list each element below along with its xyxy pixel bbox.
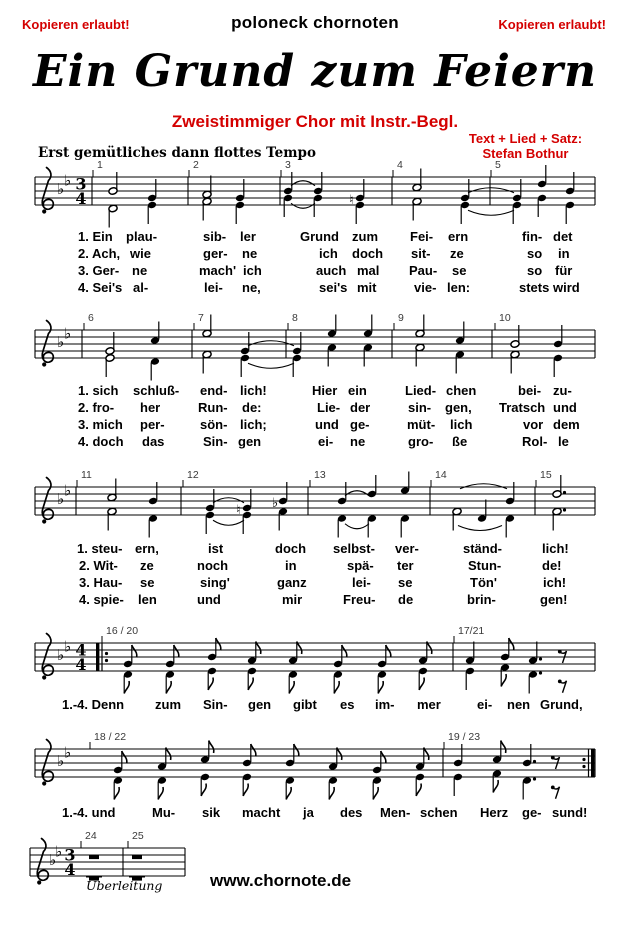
lyric-syllable: Herz <box>480 805 509 820</box>
lyric-syllable: 1. steu- <box>77 541 123 556</box>
credit-author: Stefan Bothur <box>482 146 569 161</box>
lyric-syllable: ist <box>208 541 224 556</box>
lyric-syllable: wie <box>130 246 151 261</box>
lyric-syllable: 2. Wit- <box>79 558 118 573</box>
time-signature: 4 <box>64 860 76 879</box>
lyric-syllable: ne, <box>242 280 261 295</box>
accidental-sign: ♭ <box>272 496 279 511</box>
lyric-syllable: ganz <box>277 575 307 590</box>
lyric-syllable: lich! <box>240 383 267 398</box>
lyric-syllable: ze <box>450 246 464 261</box>
lyric-syllable: gen, <box>445 400 472 415</box>
lyric-syllable: gibt <box>293 697 317 712</box>
lyric-syllable: für <box>555 263 573 278</box>
lyric-syllable: Tratsch <box>499 400 546 415</box>
measure-number: 19 / 23 <box>448 731 481 743</box>
measure-number: 4 <box>397 159 403 171</box>
lyric-syllable: macht <box>242 805 281 820</box>
time-signature: 4 <box>75 655 87 674</box>
accidental-sign: ♮ <box>349 193 354 208</box>
lyric-syllable: chen <box>446 383 477 398</box>
flat-sign-icon: ♭ <box>49 851 57 869</box>
lyric-syllable: schluß- <box>133 383 180 398</box>
lyric-syllable: 1.-4. und <box>62 805 116 820</box>
lyric-syllable: le <box>558 434 569 449</box>
measure-number: 24 <box>85 830 97 842</box>
lyric-syllable: ständ- <box>463 541 502 556</box>
lyric-syllable: sund! <box>552 805 588 820</box>
lyric-syllable: per- <box>140 417 165 432</box>
lyric-syllable: ge- <box>350 417 370 432</box>
lyric-syllable: de: <box>242 400 262 415</box>
lyric-syllable: lich! <box>542 541 569 556</box>
measure-number: 15 <box>540 469 552 481</box>
measure-number: 7 <box>198 312 204 324</box>
lyric-syllable: Fei- <box>410 229 434 244</box>
flat-sign-icon: ♭ <box>57 752 65 770</box>
lyric-syllable: brin- <box>467 592 496 607</box>
lyric-syllable: schen <box>420 805 458 820</box>
lyric-syllable: Grund, <box>540 697 583 712</box>
lyric-syllable: 1. sich <box>78 383 119 398</box>
copy-permission-right: Kopieren erlaubt! <box>498 17 606 32</box>
lyric-syllable: mer <box>417 697 441 712</box>
lyric-syllable: müt- <box>407 417 436 432</box>
measure-number: 14 <box>435 469 447 481</box>
lyric-syllable: ein <box>348 383 367 398</box>
lyric-syllable: gen! <box>540 592 568 607</box>
flat-sign-icon: ♭ <box>64 171 72 190</box>
lyric-syllable: ler <box>240 229 256 244</box>
flat-sign-icon: ♭ <box>57 180 65 198</box>
lyric-syllable: gen <box>238 434 262 449</box>
flat-sign-icon: ♭ <box>55 842 63 861</box>
lyric-syllable: ße <box>452 434 468 449</box>
flat-sign-icon: ♭ <box>64 637 72 656</box>
lyric-syllable: lich; <box>240 417 267 432</box>
lyric-syllable: ge- <box>522 805 542 820</box>
lyric-syllable: 3. Hau- <box>79 575 123 590</box>
measure-number: 10 <box>499 312 511 324</box>
measure-number: 5 <box>495 159 501 171</box>
lyric-syllable: mach' <box>199 263 237 278</box>
lyric-syllable: das <box>142 434 165 449</box>
lyric-syllable: Pau- <box>409 263 438 278</box>
lyric-syllable: Rol- <box>522 434 548 449</box>
lyric-syllable: auch <box>316 263 347 278</box>
measure-number: 16 / 20 <box>106 625 139 637</box>
lyric-syllable: Sin- <box>203 434 228 449</box>
flat-sign-icon: ♭ <box>57 490 65 508</box>
measure-number: 1 <box>97 159 103 171</box>
lyric-syllable: und <box>553 400 577 415</box>
lyric-syllable: ern, <box>135 541 159 556</box>
lyric-syllable: zum <box>155 697 181 712</box>
lyric-syllable: und <box>315 417 339 432</box>
time-signature: 4 <box>75 640 87 660</box>
lyric-syllable: selbst- <box>333 541 375 556</box>
time-signature: 3 <box>75 174 87 194</box>
lyric-syllable: sin- <box>408 400 432 415</box>
website-url: www.chornote.de <box>210 871 352 890</box>
lyric-syllable: Sin- <box>203 697 228 712</box>
lyric-syllable: Run- <box>198 400 228 415</box>
copy-permission-left: Kopieren erlaubt! <box>22 17 130 32</box>
lyric-syllable: noch <box>197 558 229 573</box>
flat-sign-icon: ♭ <box>57 646 65 664</box>
lyric-syllable: her <box>140 400 161 415</box>
lyric-syllable: dem <box>553 417 580 432</box>
lyric-syllable: und <box>197 592 221 607</box>
tempo-marking: Erst gemütliches dann flottes Tempo <box>38 145 316 161</box>
accidental-sign: ♮ <box>236 503 241 518</box>
lyric-syllable: sit- <box>411 246 431 261</box>
lyric-syllable: de! <box>542 558 562 573</box>
lyric-syllable: 4. doch <box>78 434 124 449</box>
lyric-syllable: ne <box>242 246 258 261</box>
song-title: Ein Grund zum Feiern <box>33 46 597 97</box>
lyric-syllable: ter <box>397 558 414 573</box>
lyric-syllable: gen <box>248 697 272 712</box>
lyric-syllable: len: <box>447 280 471 295</box>
flat-sign-icon: ♭ <box>64 743 72 762</box>
lyric-syllable: ne <box>350 434 366 449</box>
lyric-syllable: fin- <box>522 229 543 244</box>
lyric-syllable: se <box>452 263 467 278</box>
flat-sign-icon: ♭ <box>57 333 65 351</box>
lyric-syllable: 2. fro- <box>78 400 115 415</box>
lyric-syllable: 4. Sei's <box>78 280 123 295</box>
lyric-syllable: so <box>527 246 543 261</box>
lyric-syllable: vor <box>523 417 544 432</box>
measure-number: 25 <box>132 830 144 842</box>
lyric-syllable: Grund <box>300 229 339 244</box>
lyric-syllable: Hier <box>312 383 338 398</box>
lyric-syllable: se <box>398 575 413 590</box>
lyric-syllable: ich <box>319 246 338 261</box>
lyric-syllable: ger- <box>203 246 228 261</box>
lyric-syllable: Stun- <box>468 558 502 573</box>
lyric-syllable: lei- <box>352 575 371 590</box>
lyric-syllable: sing' <box>200 575 230 590</box>
lyric-syllable: ei- <box>477 697 493 712</box>
lyric-syllable: stets <box>519 280 550 295</box>
lyric-syllable: nen <box>507 697 531 712</box>
lyric-syllable: des <box>340 805 363 820</box>
lyric-syllable: in <box>285 558 297 573</box>
lyric-syllable: sib- <box>203 229 227 244</box>
lyric-syllable: ver- <box>395 541 419 556</box>
credit-label: Text + Lied + Satz: <box>468 131 583 146</box>
lyric-syllable: bei- <box>518 383 542 398</box>
transition-label: Überleitung <box>86 878 163 893</box>
lyric-syllable: 3. Ger- <box>78 263 120 278</box>
lyric-syllable: end- <box>200 383 228 398</box>
lyric-syllable: 4. spie- <box>79 592 124 607</box>
measure-number: 9 <box>398 312 404 324</box>
lyric-syllable: plau- <box>126 229 158 244</box>
lyric-syllable: der <box>350 400 371 415</box>
measure-number: 17/21 <box>458 625 485 637</box>
measure-number: 13 <box>314 469 326 481</box>
time-signature: 4 <box>75 189 87 208</box>
lyric-syllable: spä- <box>347 558 374 573</box>
lyric-syllable: 1. Ein <box>78 229 113 244</box>
lyric-syllable: ja <box>303 805 314 820</box>
measure-number: 3 <box>285 159 291 171</box>
lyric-syllable: Tön' <box>470 575 497 590</box>
lyric-syllable: in <box>558 246 570 261</box>
measure-number: 8 <box>292 312 298 324</box>
lyric-syllable: ern <box>448 229 469 244</box>
time-signature: 3 <box>64 845 76 865</box>
measure-number: 12 <box>187 469 199 481</box>
lyric-syllable: es <box>340 697 355 712</box>
lyric-syllable: gro- <box>408 434 434 449</box>
lyric-syllable: sik <box>202 805 221 820</box>
flat-sign-icon: ♭ <box>64 481 72 500</box>
lyric-syllable: Lied- <box>405 383 437 398</box>
lyric-syllable: det <box>553 229 573 244</box>
lyric-syllable: im- <box>375 697 395 712</box>
lyric-syllable: mir <box>282 592 303 607</box>
lyric-syllable: mit <box>357 280 377 295</box>
lyric-syllable: vie- <box>414 280 437 295</box>
publisher-name: poloneck chornoten <box>231 13 399 32</box>
lyric-syllable: Men- <box>380 805 411 820</box>
lyric-syllable: al- <box>133 280 149 295</box>
lyric-syllable: zu- <box>553 383 572 398</box>
lyric-syllable: se <box>140 575 155 590</box>
lyric-syllable: Mu- <box>152 805 176 820</box>
measure-number: 2 <box>193 159 199 171</box>
lyric-syllable: ei- <box>318 434 334 449</box>
measure-number: 6 <box>88 312 94 324</box>
lyric-syllable: doch <box>352 246 384 261</box>
arrangement-subtitle: Zweistimmiger Chor mit Instr.-Begl. <box>171 112 459 131</box>
lyric-syllable: de <box>398 592 414 607</box>
lyric-syllable: sei's <box>319 280 348 295</box>
lyric-syllable: 1.-4. Denn <box>62 697 125 712</box>
lyric-syllable: Freu- <box>343 592 376 607</box>
lyric-syllable: sön- <box>200 417 228 432</box>
lyric-syllable: zum <box>352 229 378 244</box>
lyric-syllable: ze <box>140 558 154 573</box>
lyric-syllable: Lie- <box>317 400 341 415</box>
lyric-syllable: lei- <box>204 280 223 295</box>
measure-number: 11 <box>81 469 92 481</box>
lyric-syllable: wird <box>553 280 580 295</box>
lyric-syllable: mal <box>357 263 380 278</box>
lyric-syllable: 2. Ach, <box>78 246 121 261</box>
lyric-syllable: lich <box>450 417 473 432</box>
lyric-syllable: 3. mich <box>78 417 123 432</box>
lyric-syllable: ich <box>243 263 262 278</box>
measure-number: 18 / 22 <box>94 731 127 743</box>
flat-sign-icon: ♭ <box>64 324 72 343</box>
lyric-syllable: doch <box>275 541 307 556</box>
lyric-syllable: ne <box>132 263 148 278</box>
lyric-syllable: so <box>527 263 543 278</box>
lyric-syllable: ich! <box>543 575 567 590</box>
lyric-syllable: len <box>138 592 157 607</box>
